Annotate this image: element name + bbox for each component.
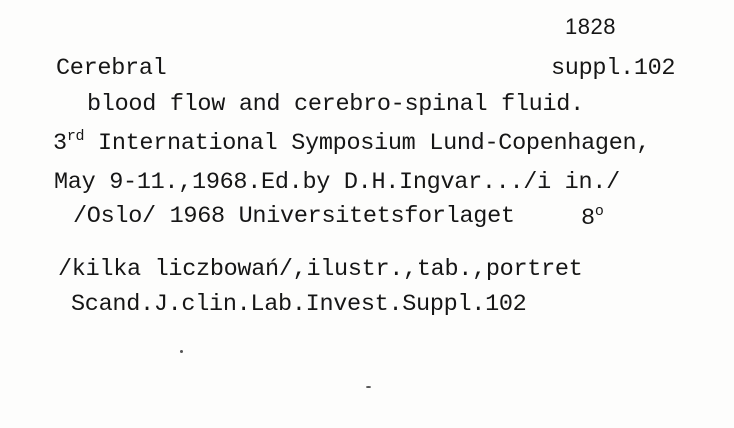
ordinal-number: 3: [53, 130, 67, 157]
ordinal-suffix: rd: [66, 128, 85, 145]
title-line-2-rest: International Symposium Lund-Copenhagen,: [84, 130, 651, 157]
series-line: Scand.J.clin.Lab.Invest.Suppl.102: [71, 291, 527, 318]
supplement-number: suppl.102: [551, 55, 676, 82]
physical-description: /kilka liczbowań/,ilustr.,tab.,portret: [58, 256, 583, 283]
format-degree: o: [594, 203, 604, 220]
format-size-number: 8: [581, 205, 595, 232]
format-size: [581, 203, 604, 232]
imprint-line: /Oslo/ 1968 Universitetsforlaget: [73, 203, 515, 230]
paper-speck: [366, 386, 371, 388]
title-line-3: May 9-11.,1968.Ed.by D.H.Ingvar.../i in./: [54, 169, 620, 196]
call-number: 1828: [565, 14, 616, 39]
heading: Cerebral: [56, 55, 167, 82]
title-line-2: [53, 128, 651, 157]
paper-speck: [180, 350, 183, 353]
title-line-1: blood flow and cerebro-spinal fluid.: [87, 91, 584, 118]
